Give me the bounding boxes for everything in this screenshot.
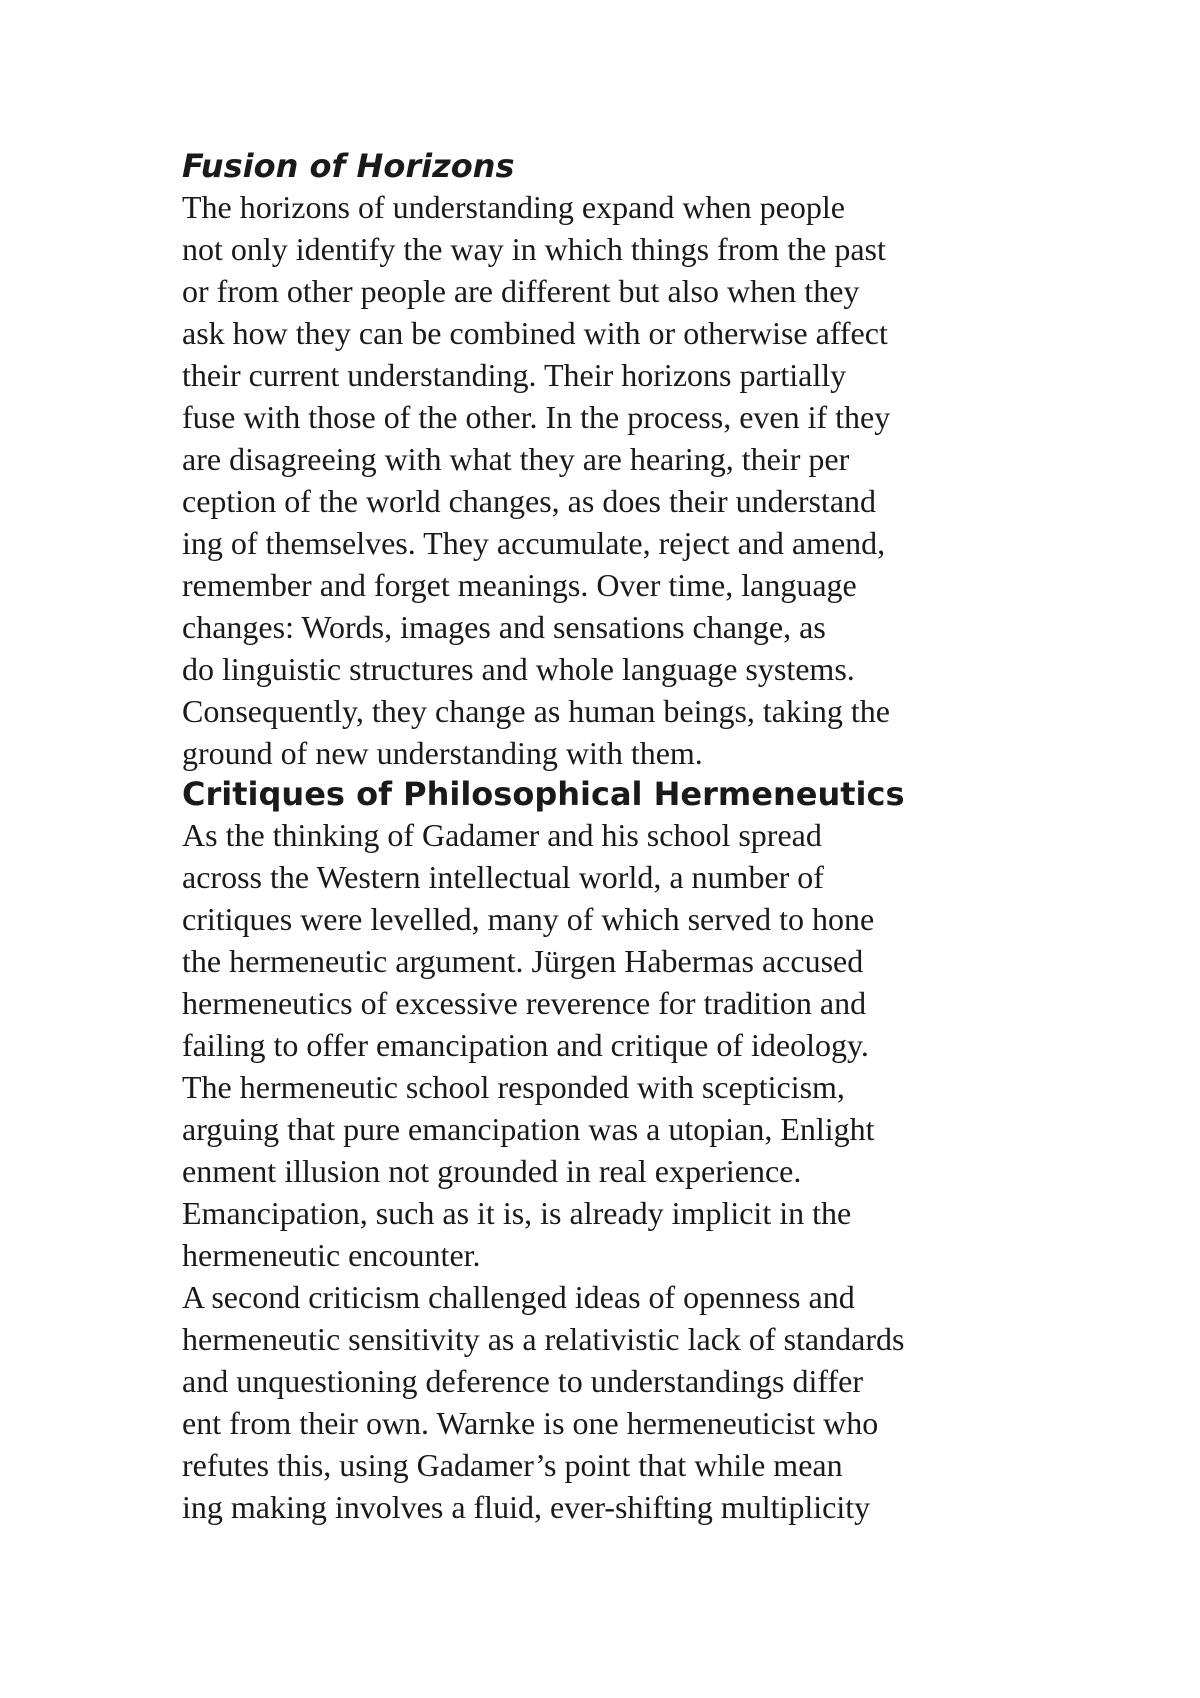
text-line: are disagreeing with what they are hearing, their per — [182, 441, 850, 477]
text-line: The hermeneutic school responded with scepticism, — [182, 1069, 845, 1105]
text-line: ground of new understanding with them. — [182, 735, 703, 771]
paragraph-fusion-of-horizons — [182, 186, 1082, 774]
text-line: hermeneutics of excessive reverence for tradition and — [182, 985, 867, 1021]
text-line: refutes this, using Gadamer’s point that while mean — [182, 1447, 843, 1483]
text-line: Consequently, they change as human beings, taking the — [182, 693, 890, 729]
text-line: The horizons of understanding expand when people — [182, 189, 845, 225]
text-line: critiques were levelled, many of which served to hone — [182, 901, 875, 937]
text-line: not only identify the way in which things from the past — [182, 231, 886, 267]
text-line: hermeneutic sensitivity as a relativistic lack of standards — [182, 1321, 905, 1357]
paragraph-critiques-2 — [182, 1276, 1082, 1528]
text-line: changes: Words, images and sensations change, as — [182, 609, 826, 645]
text-line: remember and forget meanings. Over time, language — [182, 567, 857, 603]
text-line: arguing that pure emancipation was a utopian, Enlight — [182, 1111, 875, 1147]
text-line: the hermeneutic argument. Jürgen Habermas accused — [182, 943, 864, 979]
text-line: do linguistic structures and whole language systems. — [182, 651, 855, 687]
text-line: or from other people are different but also when they — [182, 273, 860, 309]
text-line: A second criticism challenged ideas of openness and — [182, 1279, 855, 1315]
text-line: fuse with those of the other. In the process, even if they — [182, 399, 891, 435]
document-body — [182, 146, 1082, 1528]
text-line: enment illusion not grounded in real experience. — [182, 1153, 802, 1189]
text-line: ent from their own. Warnke is one hermeneuticist who — [182, 1405, 879, 1441]
text-line: As the thinking of Gadamer and his school spread — [182, 817, 822, 853]
text-line: across the Western intellectual world, a number of — [182, 859, 824, 895]
text-line: their current understanding. Their horizons partially — [182, 357, 847, 393]
text-line: ing making involves a fluid, ever-shifting multiplicity — [182, 1489, 871, 1525]
text-line: Emancipation, such as it is, is already implicit in the — [182, 1195, 852, 1231]
text-line: hermeneutic encounter. — [182, 1237, 481, 1273]
text-line: and unquestioning deference to understandings differ — [182, 1363, 863, 1399]
section-heading-fusion-of-horizons: Fusion of Horizons — [182, 147, 515, 185]
section-heading-critiques: Critiques of Philosophical Hermeneutics — [182, 775, 905, 813]
text-line: ask how they can be combined with or otherwise affect — [182, 315, 888, 351]
text-line: failing to offer emancipation and critique of ideology. — [182, 1027, 869, 1063]
paragraph-critiques-1 — [182, 814, 1082, 1276]
text-line: ception of the world changes, as does their understand — [182, 483, 877, 519]
text-line: ing of themselves. They accumulate, reject and amend, — [182, 525, 886, 561]
